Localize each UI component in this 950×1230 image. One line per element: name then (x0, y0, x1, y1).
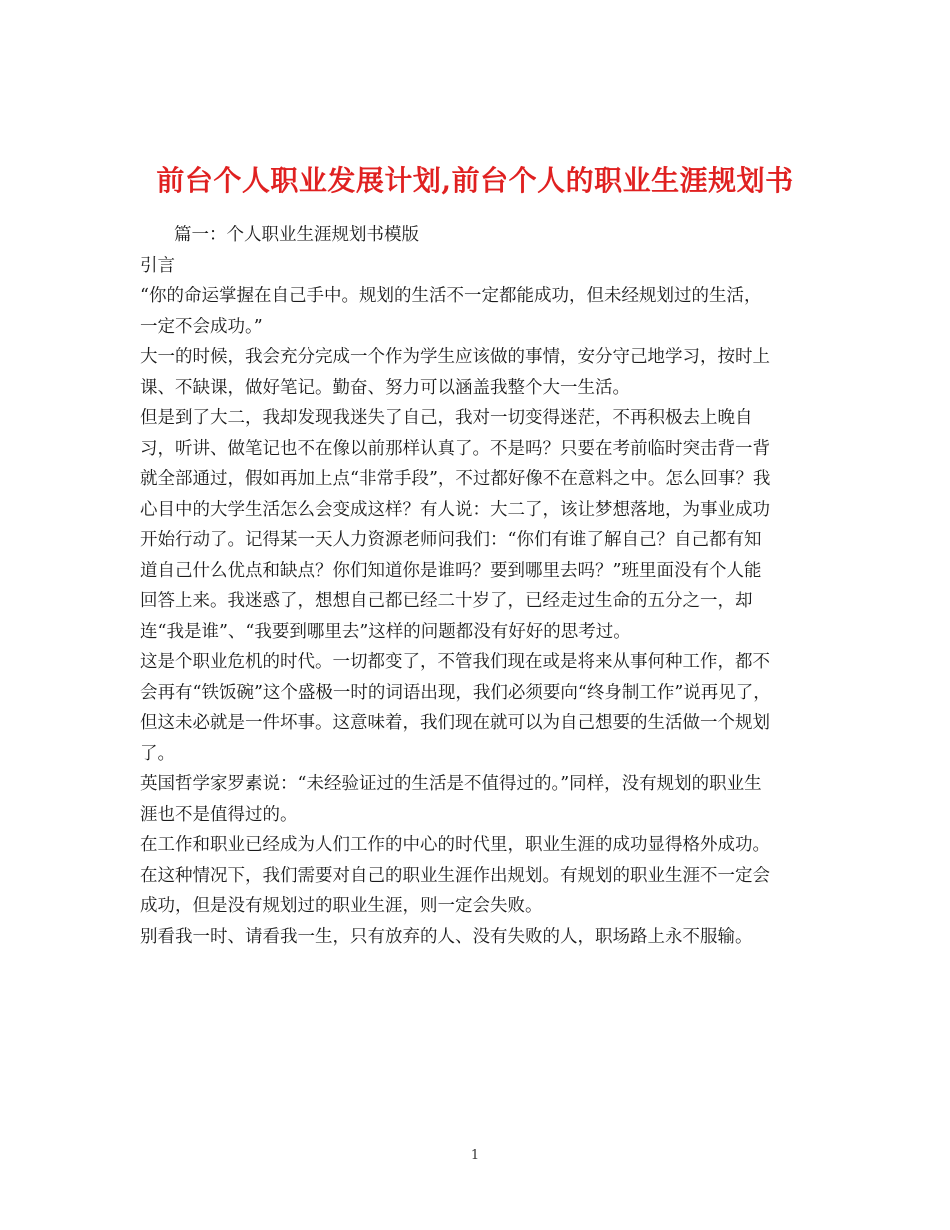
text-line: 英国哲学家罗素说：“未经验证过的生活是不值得过的。”同样，没有规划的职业生 (140, 774, 762, 794)
text-line: 这是个职业危机的时代。一切都变了，不管我们现在或是将来从事何种工作，都不 (140, 652, 770, 672)
section-heading: 篇一：个人职业生涯规划书模版 (174, 225, 419, 245)
text-line: 成功，但是没有规划过的职业生涯，则一定会失败。 (140, 896, 543, 916)
text-line: 道自己什么优点和缺点？你们知道你是谁吗？要到哪里去吗？”班里面没有个人能 (140, 560, 762, 581)
text-line: 了。 (140, 743, 175, 764)
text-line: 连“我是谁”、“我要到哪里去”这样的问题都没有好好的思考过。 (140, 621, 631, 642)
text-line: 心目中的大学生活怎么会变成这样？有人说：大二了，该让梦想落地，为事业成功 (140, 499, 770, 520)
subheading-intro: 引言 (140, 255, 175, 276)
document-title: 前台个人职业发展计划,前台个人的职业生涯规划书 (156, 163, 794, 197)
text-line: 涯也不是值得过的。 (140, 804, 298, 825)
text-line: 别看我一时、请看我一生，只有放弃的人、没有失败的人，职场路上永不服输。 (140, 926, 753, 947)
text-line: 在工作和职业已经成为人们工作的中心的时代里，职业生涯的成功显得格外成功。 (140, 835, 770, 855)
page-number: 1 (470, 1148, 480, 1163)
text-line: 一定不会成功。” (140, 316, 263, 337)
document-body (140, 220, 820, 952)
text-line: 习，听讲、做笔记也不在像以前那样认真了。不是吗？只要在考前临时突击背一背 (140, 438, 770, 459)
text-line: 就全部通过，假如再加上点“非常手段”，不过都好像不在意料之中。怎么回事？我 (140, 469, 771, 489)
text-line: 回答上来。我迷惑了，想想自己都已经二十岁了，已经走过生命的五分之一，却 (140, 591, 753, 611)
text-line: 课、不缺课，做好笔记。勤奋、努力可以涵盖我整个大一生活。 (140, 377, 630, 398)
text-line: 会再有“铁饭碗”这个盛极一时的词语出现，我们必须要向“终身制工作”说再见了， (140, 682, 771, 703)
text-line: 但这未必就是一件坏事。这意味着，我们现在就可以为自己想要的生活做一个规划 (140, 713, 770, 733)
text-line: 但是到了大二，我却发现我迷失了自己，我对一切变得迷茫，不再积极去上晚自 (140, 408, 753, 428)
text-line: 开始行动了。记得某一天人力资源老师问我们：“你们有谁了解自己？自己都有知 (140, 530, 762, 550)
text-line: “你的命运掌握在自己手中。规划的生活不一定都能成功，但未经规划过的生活， (140, 286, 762, 306)
text-line: 大一的时候，我会充分完成一个作为学生应该做的事情，安分守己地学习，按时上 (140, 347, 770, 367)
text-line: 在这种情况下，我们需要对自己的职业生涯作出规划。有规划的职业生涯不一定会 (140, 865, 770, 886)
